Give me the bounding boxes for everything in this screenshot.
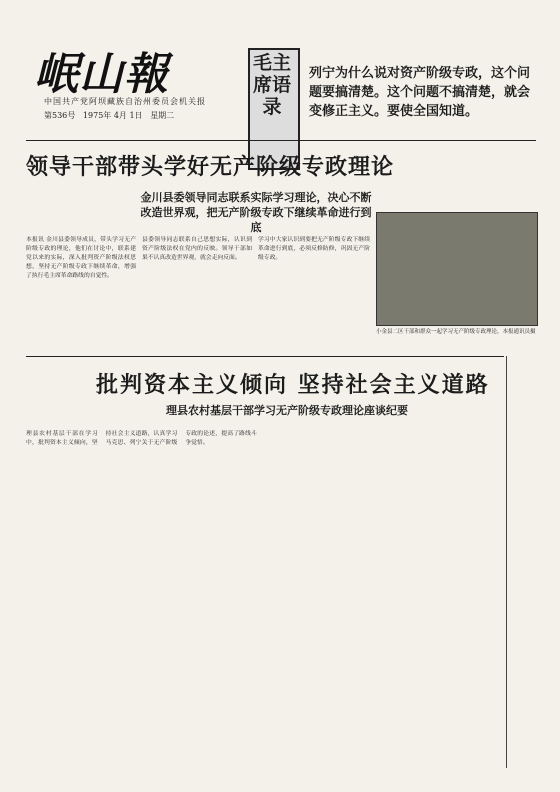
divider [26, 140, 536, 141]
article1-subhead: 金川县委领导同志联系实际学习理论，决心不断改造世界观，把无产阶级专政下继续革命进行到底 [140, 191, 372, 234]
quote-label: 毛主席语录 [252, 52, 291, 118]
article1-col-3: 学习中大家认识到要把无产阶级专政下继续革命进行到底，必须反修防修，巩固无产阶级专政。 [258, 237, 370, 261]
article2-subhead: 理县农村基层干部学习无产阶级专政理论座谈纪要 [166, 404, 408, 417]
issue-number: 第536号 [44, 111, 76, 120]
photo-caption: 小金县二区干部和群众一起学习无产阶级专政理论，本报通讯员摄 [376, 329, 536, 335]
masthead-issue-line [44, 110, 174, 121]
side-column [506, 356, 537, 768]
masthead-publisher: 中国共产党阿坝藏族自治州委员会机关报 [44, 97, 206, 106]
quote-text: 列宁为什么说对资产阶级专政，这个问题要搞清楚。这个问题不搞清楚，就会变修正主义。要使全国知道。 [309, 66, 531, 119]
divider [26, 356, 504, 357]
article1-headline: 领导干部带头学好无产阶级专政理论 [26, 155, 395, 180]
masthead-title: 岷山報 [34, 49, 169, 100]
article1-col-2: 县委领导同志联系自己思想实际，认识到资产阶级法权在党内的反映。领导干部如果不认真改造世界观，就会走向反面。 [142, 237, 252, 261]
article2-headline: 批判资本主义倾向 坚持社会主义道路 [96, 373, 490, 398]
news-photo [376, 212, 538, 326]
issue-date: 1975年 4月 1日 [82, 111, 143, 120]
issue-weekday: 星期二 [150, 111, 175, 120]
article1-col-1: 本报讯 金川县委领导成员，带头学习无产阶级专政的理论，他们在讨论中，联系建党以来的实际，深入批判资产阶级法权思想，坚持无产阶级专政下继续革命，增强了执行毛主席革命路线的自觉性。 [26, 237, 136, 279]
article2-body: 理县农村基层干部在学习中，批判资本主义倾向，坚持社会主义道路，认真学习马克思、列宁关于无产阶级专政的论述，提高了路线斗争觉悟。 [26, 431, 257, 446]
